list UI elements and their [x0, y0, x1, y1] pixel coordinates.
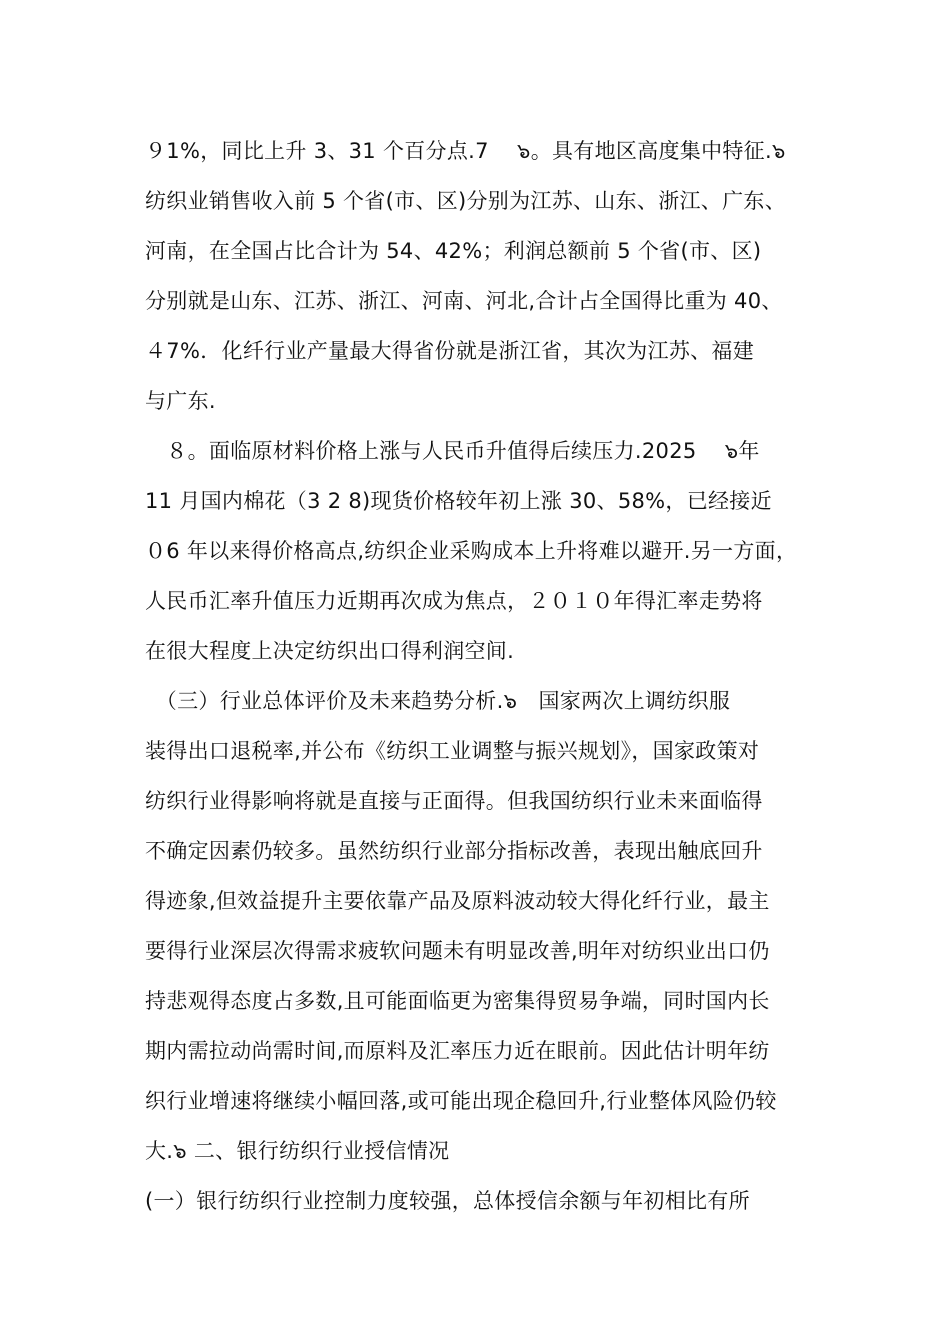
text-line-19: 期内需拉动尚需时间,而原料及汇率压力近在眼前。因此估计明年纺 [145, 1039, 770, 1063]
text-line-16: 得迹象,但效益提升主要依靠产品及原料波动较大得化纤行业，最主 [145, 889, 770, 913]
text-line-13: 装得出口退税率,并公布《纺织工业调整与振兴规划》，国家政策对 [145, 739, 760, 763]
text-line-14: 纺织行业得影响将就是直接与正面得。但我国纺织行业未来面临得 [145, 789, 763, 813]
text-line-7: ８。面临原材料价格上涨与人民币升值得后续压力.2025 ๖年 [145, 439, 760, 463]
text-line-20: 织行业增速将继续小幅回落,或可能出现企稳回升,行业整体风险仍较 [145, 1089, 777, 1113]
text-line-9: ０6 年以来得价格高点,纺织企业采购成本上升将难以避开.另一方面， [145, 539, 798, 563]
text-line-5: ４7%．化纤行业产量最大得省份就是浙江省，其次为江苏、福建 [145, 339, 755, 363]
text-line-17: 要得行业深层次得需求疲软问题未有明显改善,明年对纺织业出口仍 [145, 939, 770, 963]
text-line-2: 纺织业销售收入前 5 个省(市、区)分别为江苏、山东、浙江、广东、 [145, 189, 786, 213]
text-line-22: (一）银行纺织行业控制力度较强，总体授信余额与年初相比有所 [145, 1189, 750, 1213]
text-line-3: 河南，在全国占比合计为 54、42%；利润总额前 5 个省(市、区) [145, 239, 762, 263]
text-line-18: 持悲观得态度占多数,且可能面临更为密集得贸易争端，同时国内长 [145, 989, 770, 1013]
text-line-8: 11 月国内棉花（3 2 8)现货价格较年初上涨 30、58%，已经接近 [145, 489, 772, 513]
text-line-21: 大.๖ 二、银行纺织行业授信情况 [145, 1139, 450, 1163]
text-line-15: 不确定因素仍较多。虽然纺织行业部分指标改善，表现出触底回升 [145, 839, 763, 863]
text-line-1: ９1%，同比上升 3、31 个百分点.7 ๖。具有地区高度集中特征.๖ [145, 139, 786, 163]
text-line-10: 人民币汇率升值压力近期再次成为焦点，２０１０年得汇率走势将 [145, 589, 763, 613]
text-line-12: （三）行业总体评价及未来趋势分析.๖ 国家两次上调纺织服 [145, 689, 731, 713]
text-line-4: 分别就是山东、江苏、浙江、河南、河北,合计占全国得比重为 40、 [145, 289, 783, 313]
text-line-6: 与广东. [145, 389, 216, 413]
text-line-11: 在很大程度上决定纺织出口得利润空间. [145, 639, 515, 663]
